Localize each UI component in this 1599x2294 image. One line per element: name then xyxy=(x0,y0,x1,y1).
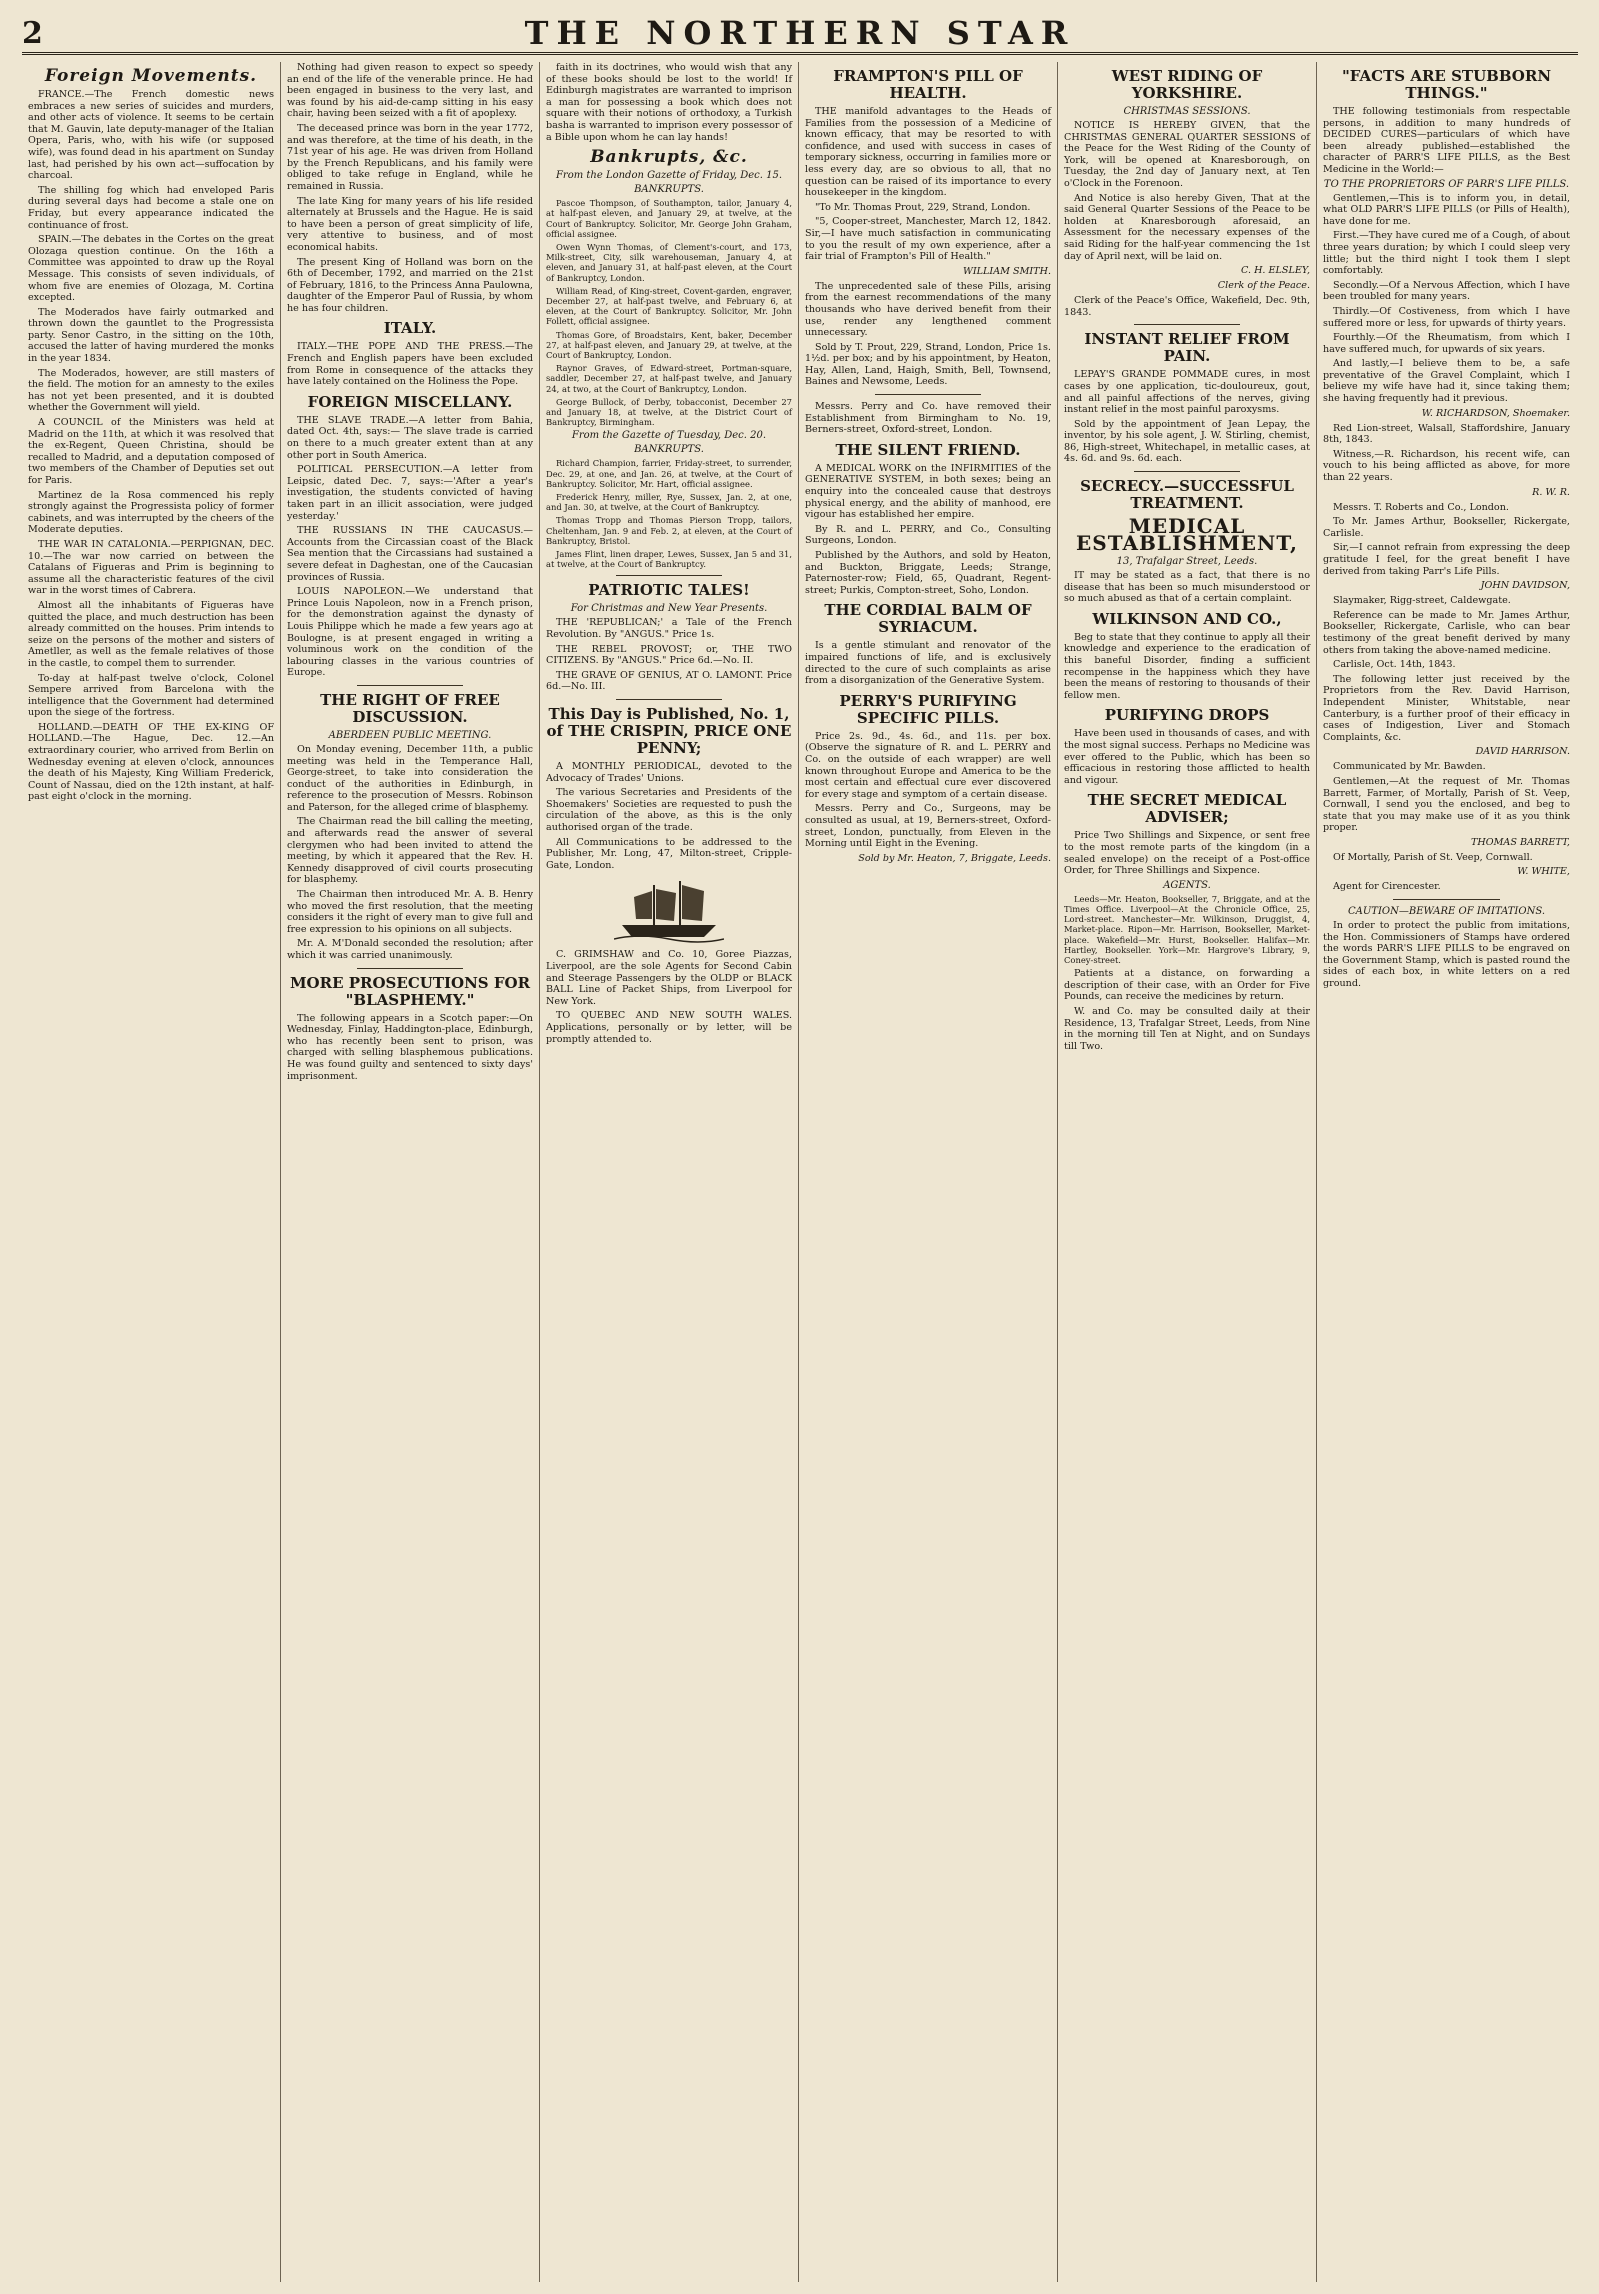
article-paragraph: LOUIS NAPOLEON.—We understand that Prince Louis Napoleon, now in a French prison, for the demonstration against the dynasty of Louis Philippe which he made a few years ago at Boulogne, is at present engaged in writing a voluminous work on the condition of the labouring classes in the various countries of Europe. xyxy=(287,586,533,679)
address-subheading: 13, Trafalgar Street, Leeds. xyxy=(1116,556,1258,568)
bankrupt-entry: James Flint, linen draper, Lewes, Sussex, Jan 5 and 31, at twelve, at the Court of Bankruptcy. xyxy=(546,549,792,570)
medical-establishment-heading: MEDICAL ESTABLISHMENT, xyxy=(1076,514,1298,556)
testimonial-paragraph: Thirdly.—Of Costiveness, from which I have suffered more or less, for upwards of thirty years. xyxy=(1323,305,1570,329)
article-paragraph: A COUNCIL of the Ministers was held at Madrid on the 11th, at which it was resolved that the ex-Regent, Queen Christina, should be recalled to Madrid, and a deputation composed of two members of the Chamber of Deputies set out for Paris. xyxy=(28,417,274,486)
testimonial-paragraph: Communicated by Mr. Bawden. xyxy=(1333,761,1486,773)
bankrupt-entry: Frederick Henry, miller, Rye, Sussex, Jan. 2, at one, and Jan. 30, at twelve, at the Court of Bankruptcy. xyxy=(546,492,792,513)
proprietors-subheading: TO THE PROPRIETORS OF PARR'S LIFE PILLS. xyxy=(1323,178,1570,190)
bankrupt-entry: Pascoe Thompson, of Southampton, tailor, January 4, at half-past eleven, and January 29, at twelve, at the Court of Bankruptcy. Solicitor, Mr. George John Graham, official assignee. xyxy=(546,198,792,239)
advert-paragraph: Is a gentle stimulant and renovator of the impaired functions of life, and is exclusively directed to the cure of such complaints as arise from a disorganization of the Generative System. xyxy=(805,640,1051,687)
advert-paragraph: Messrs. Perry and Co., Surgeons, may be consulted as usual, at 19, Berners-street, Oxford-street, London, punctually, from Eleven in the Morning until Eight in the Evening. xyxy=(805,803,1051,850)
divider xyxy=(1393,899,1500,900)
frampton-heading: FRAMPTON'S PILL OF HEALTH. xyxy=(833,67,1023,102)
testimonial-paragraph: Gentlemen,—This is to inform you, in detail, what OLD PARR'S LIFE PILLS (or Pills of Health), have done for me. xyxy=(1323,192,1570,227)
bankrupts-label: BANKRUPTS. xyxy=(634,184,704,196)
article-paragraph: Mr. A. M'Donald seconded the resolution; after which it was carried unanimously. xyxy=(287,938,533,961)
advert-paragraph: In order to protect the public from imitations, the Hon. Commissioners of Stamps have ordered the words PARR'S LIFE PILLS to be engraved on the Government Stamp, which is pasted round the sides of each box, in white letters on a red ground. xyxy=(1323,920,1570,990)
article-paragraph: THE SLAVE TRADE.—A letter from Bahia, dated Oct. 4th, says:— The slave trade is carried on there to a much greater extent than at any other port in South America. xyxy=(287,414,533,461)
secret-adviser-heading: THE SECRET MEDICAL ADVISER; xyxy=(1087,791,1287,827)
testimonial-paragraph: Red Lion-street, Walsall, Staffordshire, January 8th, 1843. xyxy=(1323,422,1570,446)
article-paragraph: POLITICAL PERSECUTION.—A letter from Leipsic, dated Dec. 7, says:—'After a year's investigation, the students convicted of having taken part in an illicit association, were judged yesterday.' xyxy=(287,464,533,522)
article-paragraph: The Moderados, however, are still masters of the field. The motion for an amnesty to the exiles has not yet been presented, and it is doubted whether the Government will yield. xyxy=(28,367,274,414)
bankrupts-label: BANKRUPTS. xyxy=(634,444,704,456)
wilkinson-heading: WILKINSON AND CO., xyxy=(1092,609,1282,628)
west-riding-heading: WEST RIDING OF YORKSHIRE. xyxy=(1111,67,1263,102)
foreign-movements-heading: Foreign Movements. xyxy=(44,66,258,86)
article-paragraph: SPAIN.—The debates in the Cortes on the great Olozaga question continue. On the 16th a Committee was appointed to draw up the Royal Message. This consists of seven individuals, of whom five are enemies of Olozaga, M. Cortina excepted. xyxy=(28,234,274,304)
bankrupts-heading: Bankrupts, &c. xyxy=(590,147,748,168)
masthead xyxy=(22,12,1578,55)
testimonial-paragraph: And lastly,—I believe them to be, a safe preventative of the Gravel Complaint, which I believe my wife have had it, since taking them; she having frequently had it previous. xyxy=(1323,358,1570,405)
signature: W. RICHARDSON, Shoemaker. xyxy=(1421,407,1570,419)
silent-friend-heading: THE SILENT FRIEND. xyxy=(835,440,1021,459)
advert-paragraph: TO QUEBEC AND NEW SOUTH WALES. Applications, personally or by letter, will be promptly attended to. xyxy=(546,1010,792,1045)
foreign-miscellany-heading: FOREIGN MISCELLANY. xyxy=(307,392,513,411)
bankrupt-entry: George Bullock, of Derby, tobacconist, December 27 and January 18, at twelve, at the District Court of Bankruptcy, Birmingham. xyxy=(546,396,792,428)
column-1 xyxy=(22,62,281,2282)
testimonial-paragraph: Witness,—R. Richardson, his recent wife, can vouch to his being afflicted as above, for more than 22 years. xyxy=(1323,448,1570,484)
notice-paragraph: And Notice is also hereby Given, That at the said General Quarter Sessions of the Peace to be holden at Knaresborough aforesaid, an Assessment for the necessary expenses of the said Riding for the half-year commencing the 1st day of April next, will be laid on. xyxy=(1064,192,1310,262)
agents-list: Leeds—Mr. Heaton, Bookseller, 7, Briggate, and at the Times Office. Liverpool—At the Chronicle Office, 25, Lord-street. Manchester—Mr. Wilkinson, Druggist, 4, Market-place. Ripon—Mr. Harrison, Bookseller, Market-place. Wakefield—Mr. Hurst, Bookseller. Halifax—Mr. Hartley, Bookseller. York—Mr. Hargrove's Library, 9, Coney-street. xyxy=(1064,893,1310,965)
divider xyxy=(616,699,722,700)
advert-paragraph: "To Mr. Thomas Prout, 229, Strand, London. xyxy=(815,201,1031,213)
signature: JOHN DAVIDSON, xyxy=(1480,580,1570,592)
advert-paragraph: Patients at a distance, on forwarding a description of their case, with an Order for Five Pounds, can receive the medicines by return. xyxy=(1064,968,1310,1003)
article-paragraph: Nothing had given reason to expect so speedy an end of the life of the venerable prince. He had been engaged in business to the very last, and was found by his aid-de-camp sitting in his easy chair, having been seized with a fit of apoplexy. xyxy=(287,62,533,120)
bankrupt-entry: Raynor Graves, of Edward-street, Portman-square, saddler, December 27, at half-past twelve, and January 24, at two, at the Court of Bankruptcy, London. xyxy=(546,363,792,394)
article-paragraph: The following appears in a Scotch paper:—On Wednesday, Finlay, Haddington-place, Edinburgh, who has recently been sent to prison, was charged with selling blasphemous publications. He was found guilty and sentenced to sixty days' imprisonment. xyxy=(287,1012,533,1082)
article-paragraph: The shilling fog which had enveloped Paris during several days had become a stale one on Friday, but every appearance indicated the continuance of frost. xyxy=(28,184,274,231)
advert-paragraph: The unprecedented sale of these Pills, arising from the earnest recommendations of the many thousands who have derived benefit from their use, render any lengthened comment unnecessary. xyxy=(805,280,1051,339)
article-paragraph: THE WAR IN CATALONIA.—PERPIGNAN, DEC. 10.—The war now carried on between the Catalans of Figueras and Prim is beginning to assume all the characteristic features of the civil war in the worst times of Cabrera. xyxy=(28,538,274,597)
advert-paragraph: THE manifold advantages to the Heads of Families from the possession of a Medicine of known efficacy, that may be resorted to with confidence, and used with success in cases of temporary sickness, occurring in families more or less every day, are so obvious to all, that no question can be raised of its importance to every housekeeper in the kingdom. xyxy=(805,106,1051,199)
signature: R. W. R. xyxy=(1532,486,1570,498)
article-paragraph: The deceased prince was born in the year 1772, and was therefore, at the time of his death, in the 71st year of his age. He was driven from Holland by the French Republicans, and his family were obliged to take refuge in England, while he remained in Russia. xyxy=(287,122,533,192)
patriotic-tales-heading: PATRIOTIC TALES! xyxy=(588,581,750,600)
cordial-balm-heading: THE CORDIAL BALM OF SYRIACUM. xyxy=(824,601,1032,637)
article-paragraph: faith in its doctrines, who would wish that any of these books should be lost to the world! If Edinburgh magistrates are warranted to imprison a man for possessing a book which does not square with their notions of orthodoxy, a Turkish basha is warranted to imprison every possessor of a Bible upon whom he can lay hands! xyxy=(546,62,792,143)
aberdeen-subheading: ABERDEEN PUBLIC MEETING. xyxy=(328,729,492,741)
article-paragraph: The Chairman then introduced Mr. A. B. Henry who moved the first resolution, that the meeting considers it the right of every man to give full and free expression to his opinions on all subjects. xyxy=(287,889,533,935)
advert-paragraph: A MEDICAL WORK on the INFIRMITIES of the GENERATIVE SYSTEM, in both sexes; being an enquiry into the concealed cause that destroys physical energy, and the ability of manhood, ere vigour has established her empire. xyxy=(805,462,1051,521)
gazette-date: From the Gazette of Tuesday, Dec. 20. xyxy=(571,430,767,442)
testimonial-paragraph: Reference can be made to Mr. James Arthur, Bookseller, Rickergate, Carlisle, who can bear testimony of the great benefit derived by many others from taking the above-named medicine. xyxy=(1323,609,1570,656)
caution-heading: CAUTION—BEWARE OF IMITATIONS. xyxy=(1347,906,1546,918)
testimonial-paragraph: Slaymaker, Rigg-street, Caldewgate. xyxy=(1333,595,1511,607)
advert-paragraph: Price 2s. 9d., 4s. 6d., and 11s. per box. (Observe the signature of R. and L. PERRY and Co. on the outside of each wrapper) are well known throughout Europe and America to be the most certain and effectual cure ever discovered for every stage and symptom of a certain disease. xyxy=(805,730,1051,800)
article-paragraph: The Chairman read the bill calling the meeting, and afterwards read the answer of several clergymen who had been invited to attend the meeting, by which it appeared that the Rev. H. Kennedy disapproved of civil courts prosecuting for blasphemy. xyxy=(287,816,533,886)
bankrupt-entry: Thomas Tropp and Thomas Pierson Tropp, tailors, Cheltenham, Jan. 9 and Feb. 2, at eleven, at the Court of Bankruptcy, Bristol. xyxy=(546,515,792,546)
advert-paragraph: Messrs. Perry and Co. have removed their Establishment from Birmingham to No. 19, Berners-street, Oxford-street, London. xyxy=(805,401,1051,436)
article-paragraph: The present King of Holland was born on the 6th of December, 1792, and married on the 21st of February, 1816, to the Princess Anna Paulowna, daughter of the Emperor Paul of Russia, by whom he has four children. xyxy=(287,256,533,314)
divider xyxy=(357,685,463,686)
testimonial-paragraph: To Mr. James Arthur, Bookseller, Rickergate, Carlisle. xyxy=(1323,516,1570,539)
advert-paragraph: Beg to state that they continue to apply all their knowledge and experience to the eradication of this baneful Disorder, finding a sufficient recompense in the happiness which they have been the means of restoring to thousands of their fellow men. xyxy=(1064,631,1310,701)
divider xyxy=(1134,324,1240,325)
testimonial-paragraph: Agent for Cirencester. xyxy=(1333,881,1441,893)
bankrupt-entry: Owen Wynn Thomas, of Clement's-court, and 173, Milk-street, City, silk warehouseman, January 4, at eleven, and January 31, at half-past eleven, at the Court of Bankruptcy, London. xyxy=(546,241,792,283)
article-paragraph: HOLLAND.—DEATH OF THE EX-KING OF HOLLAND.—The Hague, Dec. 12.—An extraordinary courier, who arrived from Berlin on Wednesday evening at eleven o'clock, announces the death of his Majesty, King William Frederick, Count of Nassau, died on the 12th instant, at half-past eight o'clock in the morning. xyxy=(28,721,274,803)
agents-label: AGENTS. xyxy=(1163,879,1211,891)
perry-pills-heading: PERRY'S PURIFYING SPECIFIC PILLS. xyxy=(839,691,1017,727)
advert-paragraph: THE REBEL PROVOST; or, THE TWO CITIZENS. By "ANGUS." Price 6d.—No. II. xyxy=(546,643,792,667)
column-2 xyxy=(281,62,540,2282)
column-3 xyxy=(540,62,799,2282)
testimonial-paragraph: Gentlemen,—At the request of Mr. Thomas Barrett, Farmer, of Mortally, Parish of St. Veep, Cornwall, I send you the enclosed, and beg to state that you may make use of it as you think proper. xyxy=(1323,775,1570,834)
article-paragraph: To-day at half-past twelve o'clock, Colonel Sempere arrived from Barcelona with the intelligence that the Government had determined upon the siege of the fortress. xyxy=(28,672,274,719)
testimonial-paragraph: The following letter just received by the Proprietors from the Rev. David Harrison, Independent Minister, Whitstable, near Canterbury, is a further proof of their efficacy in cases of Indigestion, Liver and Stomach Complaints, &c. xyxy=(1323,673,1570,743)
advert-paragraph: THE GRAVE OF GENIUS, AT O. LAMONT. Price 6d.—No. III. xyxy=(546,669,792,693)
article-paragraph: On Monday evening, December 11th, a public meeting was held in the Temperance Hall, George-street, to take into consideration the conduct of the authorities in Edinburgh, in reference to the prosecution of Messrs. Robinson and Paterson, for the alleged crime of blasphemy. xyxy=(287,743,533,813)
divider xyxy=(616,575,722,576)
testimonial-paragraph: Fourthly.—Of the Rheumatism, from which I have suffered much, for upwards of six years. xyxy=(1323,332,1570,355)
signature: DAVID HARRISON. xyxy=(1475,746,1570,758)
prosecutions-heading: MORE PROSECUTIONS FOR "BLASPHEMY." xyxy=(289,973,531,1009)
article-paragraph: Martinez de la Rosa commenced his reply strongly against the Progressista policy of former cabinets, and was interrupted by the cheers of the Moderate deputies. xyxy=(28,489,274,536)
italy-heading: ITALY. xyxy=(383,319,437,338)
signature: Sold by Mr. Heaton, 7, Briggate, Leeds. xyxy=(858,852,1051,864)
gazette-date: From the London Gazette of Friday, Dec. 15. xyxy=(555,170,783,182)
testimonial-paragraph: Secondly.—Of a Nervous Affection, which I have been troubled for many years. xyxy=(1323,279,1570,303)
advert-paragraph: All Communications to be addressed to the Publisher, Mr. Long, 47, Milton-street, Cripple-Gate, London. xyxy=(546,836,792,871)
crispin-heading: This Day is Published, No. 1, of THE CRISPIN, PRICE ONE PENNY; xyxy=(546,705,792,758)
column-5 xyxy=(1058,62,1317,2282)
signature: THOMAS BARRETT, xyxy=(1470,836,1570,848)
testimonial-paragraph: First.—They have cured me of a Cough, of about three years duration; by which I could sleep very little; but the third night I took them I slept comfortably. xyxy=(1323,230,1570,277)
article-paragraph: THE RUSSIANS IN THE CAUCASUS.—Accounts from the Circassian coast of the Black Sea mention that the Circassians had sustained a severe defeat in Daghestan, one of the Caucasian provinces of Russia. xyxy=(287,525,533,583)
bankrupt-entry: Thomas Gore, of Broadstairs, Kent, baker, December 27, at half-past eleven, and January 29, at twelve, at the Court of Bankruptcy, London. xyxy=(546,329,792,360)
advert-paragraph: LEPAY'S GRANDE POMMADE cures, in most cases by one application, tic-douloureux, gout, and all painful affections of the nerves, giving instant relief in the most painful paroxysms. xyxy=(1064,369,1310,416)
advert-paragraph: A MONTHLY PERIODICAL, devoted to the Advocacy of Trades' Unions. xyxy=(546,761,792,784)
advert-paragraph: THE 'REPUBLICAN;' a Tale of the French Revolution. By "ANGUS." Price 1s. xyxy=(546,617,792,641)
column-6 xyxy=(1317,62,1576,2282)
advert-paragraph: C. GRIMSHAW and Co. 10, Goree Piazzas, Liverpool, are the sole Agents for Second Cabin and Steerage Passengers by the OLDP or BLACK BALL Line of Packet Ships, from Liverpool for New York. xyxy=(546,949,792,1007)
divider xyxy=(875,394,981,395)
advert-paragraph: Sold by T. Prout, 229, Strand, London, Price 1s. 1½d. per box; and by his appointment, by Heaton, Hay, Allen, Land, Haigh, Smith, Bell, Townsend, Baines and Newsome, Leeds. xyxy=(805,341,1051,388)
article-paragraph: The Moderados have fairly outmarked and thrown down the gauntlet to the Progressista party. Senor Castro, in the sitting on the 10th, accused the latter of having murdered the monks in the year 1834. xyxy=(28,306,274,365)
advert-paragraph: "5, Cooper-street, Manchester, March 12, 1842. Sir,—I have much satisfaction in communicating to you the result of my own experience, after a fair trial of Frampton's Pill of Health." xyxy=(805,216,1051,263)
notice-paragraph: Clerk of the Peace's Office, Wakefield, Dec. 9th, 1843. xyxy=(1064,295,1310,318)
purifying-drops-heading: PURIFYING DROPS xyxy=(1104,706,1270,725)
notice-paragraph: NOTICE IS HEREBY GIVEN, that the CHRISTMAS GENERAL QUARTER SESSIONS of the Peace for the West Riding of the County of York, will be opened at Knaresborough, on Tuesday, the 2nd day of January next, at Ten o'Clock in the Forenoon. xyxy=(1064,120,1310,189)
instant-relief-heading: INSTANT RELIEF FROM PAIN. xyxy=(1084,330,1290,366)
columns xyxy=(22,62,1578,2282)
signature: W. WHITE, xyxy=(1517,866,1570,878)
article-paragraph: The late King for many years of his life resided alternately at Brussels and the Hague. He is said to have been a person of great simplicity of life, very attentive to business, and of most economical habits. xyxy=(287,195,533,253)
newspaper-title: THE NORTHERN STAR xyxy=(524,14,1076,52)
article-paragraph: ITALY.—THE POPE AND THE PRESS.—The French and English papers have been excluded from Rome in consequence of the attacks they have lately contained on the Holiness the Pope. xyxy=(287,341,533,388)
signature: WILLIAM SMITH. xyxy=(963,265,1051,277)
free-discussion-heading: THE RIGHT OF FREE DISCUSSION. xyxy=(320,690,500,726)
article-paragraph: FRANCE.—The French domestic news embraces a new series of suicides and murders, and other acts of violence. It seems to be certain that M. Gauvin, late deputy-manager of the Italian Opera, Paris, who, with his wife (or supposed wife), was found dead in his apartment on Sunday last, had perished by his own act—suffocation by charcoal. xyxy=(28,89,274,182)
divider xyxy=(357,968,463,969)
advert-paragraph: Sold by the appointment of Jean Lepay, the inventor, by his sole agent, J. W. Stirling, chemist, 86, High-street, Whitechapel, in metallic cases, at 4s. 6d. and 9s. 6d. each. xyxy=(1064,418,1310,465)
facts-heading: "FACTS ARE STUBBORN THINGS." xyxy=(1341,67,1552,102)
testimonial-paragraph: Of Mortally, Parish of St. Veep, Cornwall. xyxy=(1333,851,1533,863)
sailing-ship-icon xyxy=(614,877,724,943)
advert-paragraph: Price Two Shillings and Sixpence, or sent free to the most remote parts of the kingdom (in a sealed envelope) on the receipt of a Post-office Order, for Three Shillings and Sixpence. xyxy=(1064,830,1310,877)
article-paragraph: Almost all the inhabitants of Figueras have quitted the place, and much destruction has been already committed on the houses. Prim intends to seize on the persons of the mother and sisters of Ametller, as well as the female relatives of those in the castle, to compel them to surrender. xyxy=(28,599,274,669)
sessions-subheading: CHRISTMAS SESSIONS. xyxy=(1123,106,1251,117)
advert-paragraph: Published by the Authors, and sold by Heaton, and Buckton, Briggate, Leeds; Strange, Paternoster-row; Field, 65, Quadrant, Regent-street; Purkis, Compton-street, Soho, London. xyxy=(805,550,1051,596)
testimonial-paragraph: Carlisle, Oct. 14th, 1843. xyxy=(1333,659,1456,671)
christmas-subheading: For Christmas and New Year Presents. xyxy=(570,603,768,615)
signature: C. H. ELSLEY, xyxy=(1240,265,1310,277)
divider xyxy=(1134,471,1240,472)
testimonial-paragraph: Sir,—I cannot refrain from expressing the deep gratitude I feel, for the great benefit I have derived from taking Parr's Life Pills. xyxy=(1323,542,1570,577)
signature: Clerk of the Peace. xyxy=(1217,280,1310,292)
column-4 xyxy=(799,62,1058,2282)
advert-paragraph: Have been used in thousands of cases, and with the most signal success. Perhaps no Medicine was ever offered to the Public, which has been so efficacious in restoring those afflicted to health and vigour. xyxy=(1064,728,1310,786)
advert-paragraph: THE following testimonials from respectable persons, in addition to many hundreds of DECIDED CURES—particulars of which have been already published—established the character of PARR'S LIFE PILLS, as the Best Medicine in the World:— xyxy=(1323,106,1570,175)
page-number: 2 xyxy=(22,16,43,51)
bankrupt-entry: William Read, of King-street, Covent-garden, engraver, December 27, at half-past twelve, and February 6, at eleven, at the Court of Bankruptcy. Solicitor, Mr. John Follett, official assignee. xyxy=(546,285,792,327)
advert-paragraph: The various Secretaries and Presidents of the Shoemakers' Societies are requested to push the circulation of the above, as this is the only authorised organ of the trade. xyxy=(546,787,792,833)
testimonial-paragraph: Messrs. T. Roberts and Co., London. xyxy=(1333,501,1509,513)
advert-paragraph: By R. and L. PERRY, and Co., Consulting Surgeons, London. xyxy=(805,523,1051,547)
advert-paragraph: IT may be stated as a fact, that there is no disease that has been so much misunderstood or so much abused as that of a certain complaint. xyxy=(1064,570,1310,605)
bankrupt-entry: Richard Champion, farrier, Friday-street, to surrender, Dec. 29, at one, and Jan. 26, at twelve, at the Court of Bankruptcy. Solicitor, Mr. Hart, official assignee. xyxy=(546,458,792,489)
secrecy-heading: SECRECY.—SUCCESSFUL TREATMENT. xyxy=(1080,477,1294,513)
advert-paragraph: W. and Co. may be consulted daily at their Residence, 13, Trafalgar Street, Leeds, from Nine in the morning till Ten at Night, and on Sundays till Two. xyxy=(1064,1005,1310,1052)
